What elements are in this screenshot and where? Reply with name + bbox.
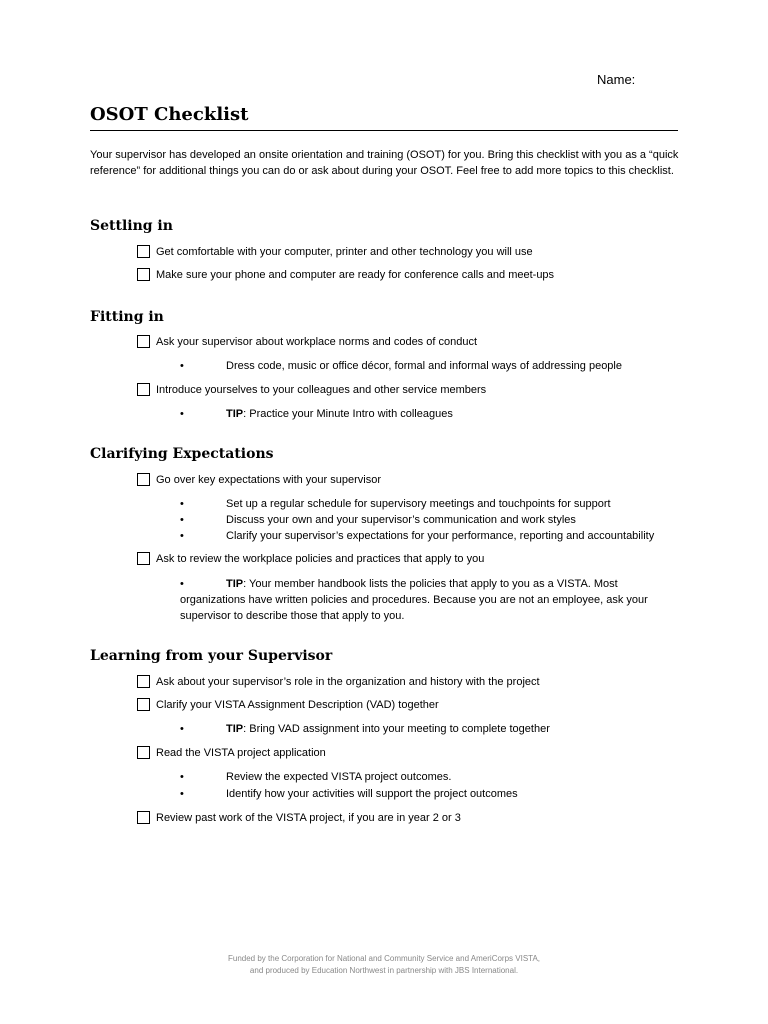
bullet-item (180, 358, 622, 374)
checklist-item-label: Get comfortable with your computer, printer and other technology you will use (156, 245, 533, 258)
page-title: OSOT Checklist (90, 104, 249, 125)
checklist-item-label: Make sure your phone and computer are ready for conference calls and meet-ups (156, 268, 555, 281)
section-heading-clarifying: Clarifying Expectations (90, 446, 274, 462)
bullet-icon: • (180, 530, 184, 542)
bullet-text: Set up a regular schedule for supervisory meetings and touchpoints for support (226, 498, 611, 510)
checklist-item-label: Clarify your VISTA Assignment Description (VAD) together (156, 698, 439, 711)
tip-label: TIP (226, 408, 244, 420)
checklist-item (137, 675, 540, 688)
checklist-item-label: Review past work of the VISTA project, if you are in year 2 or 3 (156, 811, 461, 824)
bullet-icon: • (180, 771, 184, 783)
checkbox[interactable] (137, 811, 150, 824)
checklist-item-label: Ask your supervisor about workplace norms and codes of conduct (156, 335, 477, 348)
intro-paragraph: Your supervisor has developed an onsite orientation and training (OSOT) for you. Bring this checklist with you as a “quick reference” for additional things you can do or ask about during your OSOT. Feel free to add more topics to this checklist. (90, 149, 679, 177)
tip-label: TIP (226, 578, 244, 590)
bullet-icon: • (180, 498, 184, 510)
checkbox[interactable] (137, 698, 150, 711)
checklist-item-label: Read the VISTA project application (156, 746, 326, 759)
checklist-item (137, 473, 381, 486)
bullet-text: Identify how your activities will support the project outcomes (226, 788, 518, 800)
tip-item (180, 406, 453, 422)
checkbox[interactable] (137, 245, 150, 258)
bullet-text: Review the expected VISTA project outcomes. (226, 771, 452, 783)
bullet-item (180, 769, 451, 785)
bullet-icon: • (180, 360, 184, 372)
checkbox[interactable] (137, 675, 150, 688)
bullet-item (180, 528, 654, 544)
footer (0, 953, 768, 977)
checklist-item (137, 268, 554, 281)
tip-label: TIP (226, 723, 244, 735)
bullet-text: Dress code, music or office décor, formal and informal ways of addressing people (226, 360, 622, 372)
name-label: Name: (597, 72, 636, 87)
checklist-item-label: Ask to review the workplace policies and practices that apply to you (156, 552, 485, 565)
checkbox[interactable] (137, 552, 150, 565)
bullet-icon: • (180, 723, 184, 735)
bullet-icon: • (180, 578, 184, 590)
tip-text: : Your member handbook lists the policies that apply to you as a VISTA. Most organizations have written policies and procedures. Because you are not an employee, ask your supervisor to describe those that apply to you. (180, 578, 648, 622)
bullet-item (180, 512, 576, 528)
tip-text: : Bring VAD assignment into your meeting to complete together (243, 723, 550, 735)
tip-text: : Practice your Minute Intro with colleagues (243, 408, 453, 420)
bullet-text: Clarify your supervisor’s expectations for your performance, reporting and accountability (226, 530, 655, 542)
bullet-icon: • (180, 514, 184, 526)
checklist-item-label: Ask about your supervisor’s role in the organization and history with the project (156, 675, 540, 688)
title-divider (90, 130, 678, 131)
section-heading-settling: Settling in (90, 218, 173, 234)
section-heading-learning: Learning from your Supervisor (90, 648, 333, 664)
footer-line: and produced by Education Northwest in partnership with JBS International. (249, 966, 519, 975)
checkbox[interactable] (137, 473, 150, 486)
checklist-item (137, 811, 461, 824)
checkbox[interactable] (137, 335, 150, 348)
bullet-text: Discuss your own and your supervisor’s communication and work styles (226, 514, 576, 526)
checklist-item (137, 698, 439, 711)
footer-line: Funded by the Corporation for National and Community Service and AmeriCorps VISTA, (228, 954, 540, 963)
checklist-item-label: Introduce yourselves to your colleagues and other service members (156, 383, 487, 396)
tip-item (180, 721, 550, 737)
checklist-item-label: Go over key expectations with your supervisor (156, 473, 381, 486)
bullet-item (180, 786, 518, 802)
bullet-item (180, 496, 611, 512)
checkbox[interactable] (137, 268, 150, 281)
checklist-item (137, 383, 486, 396)
checklist-item (137, 746, 326, 759)
checklist-item (137, 552, 484, 565)
bullet-icon: • (180, 788, 184, 800)
bullet-icon: • (180, 408, 184, 420)
section-heading-fitting: Fitting in (90, 309, 164, 325)
checklist-item (137, 245, 533, 258)
tip-item (180, 576, 680, 624)
checkbox[interactable] (137, 746, 150, 759)
checklist-item (137, 335, 477, 348)
checkbox[interactable] (137, 383, 150, 396)
